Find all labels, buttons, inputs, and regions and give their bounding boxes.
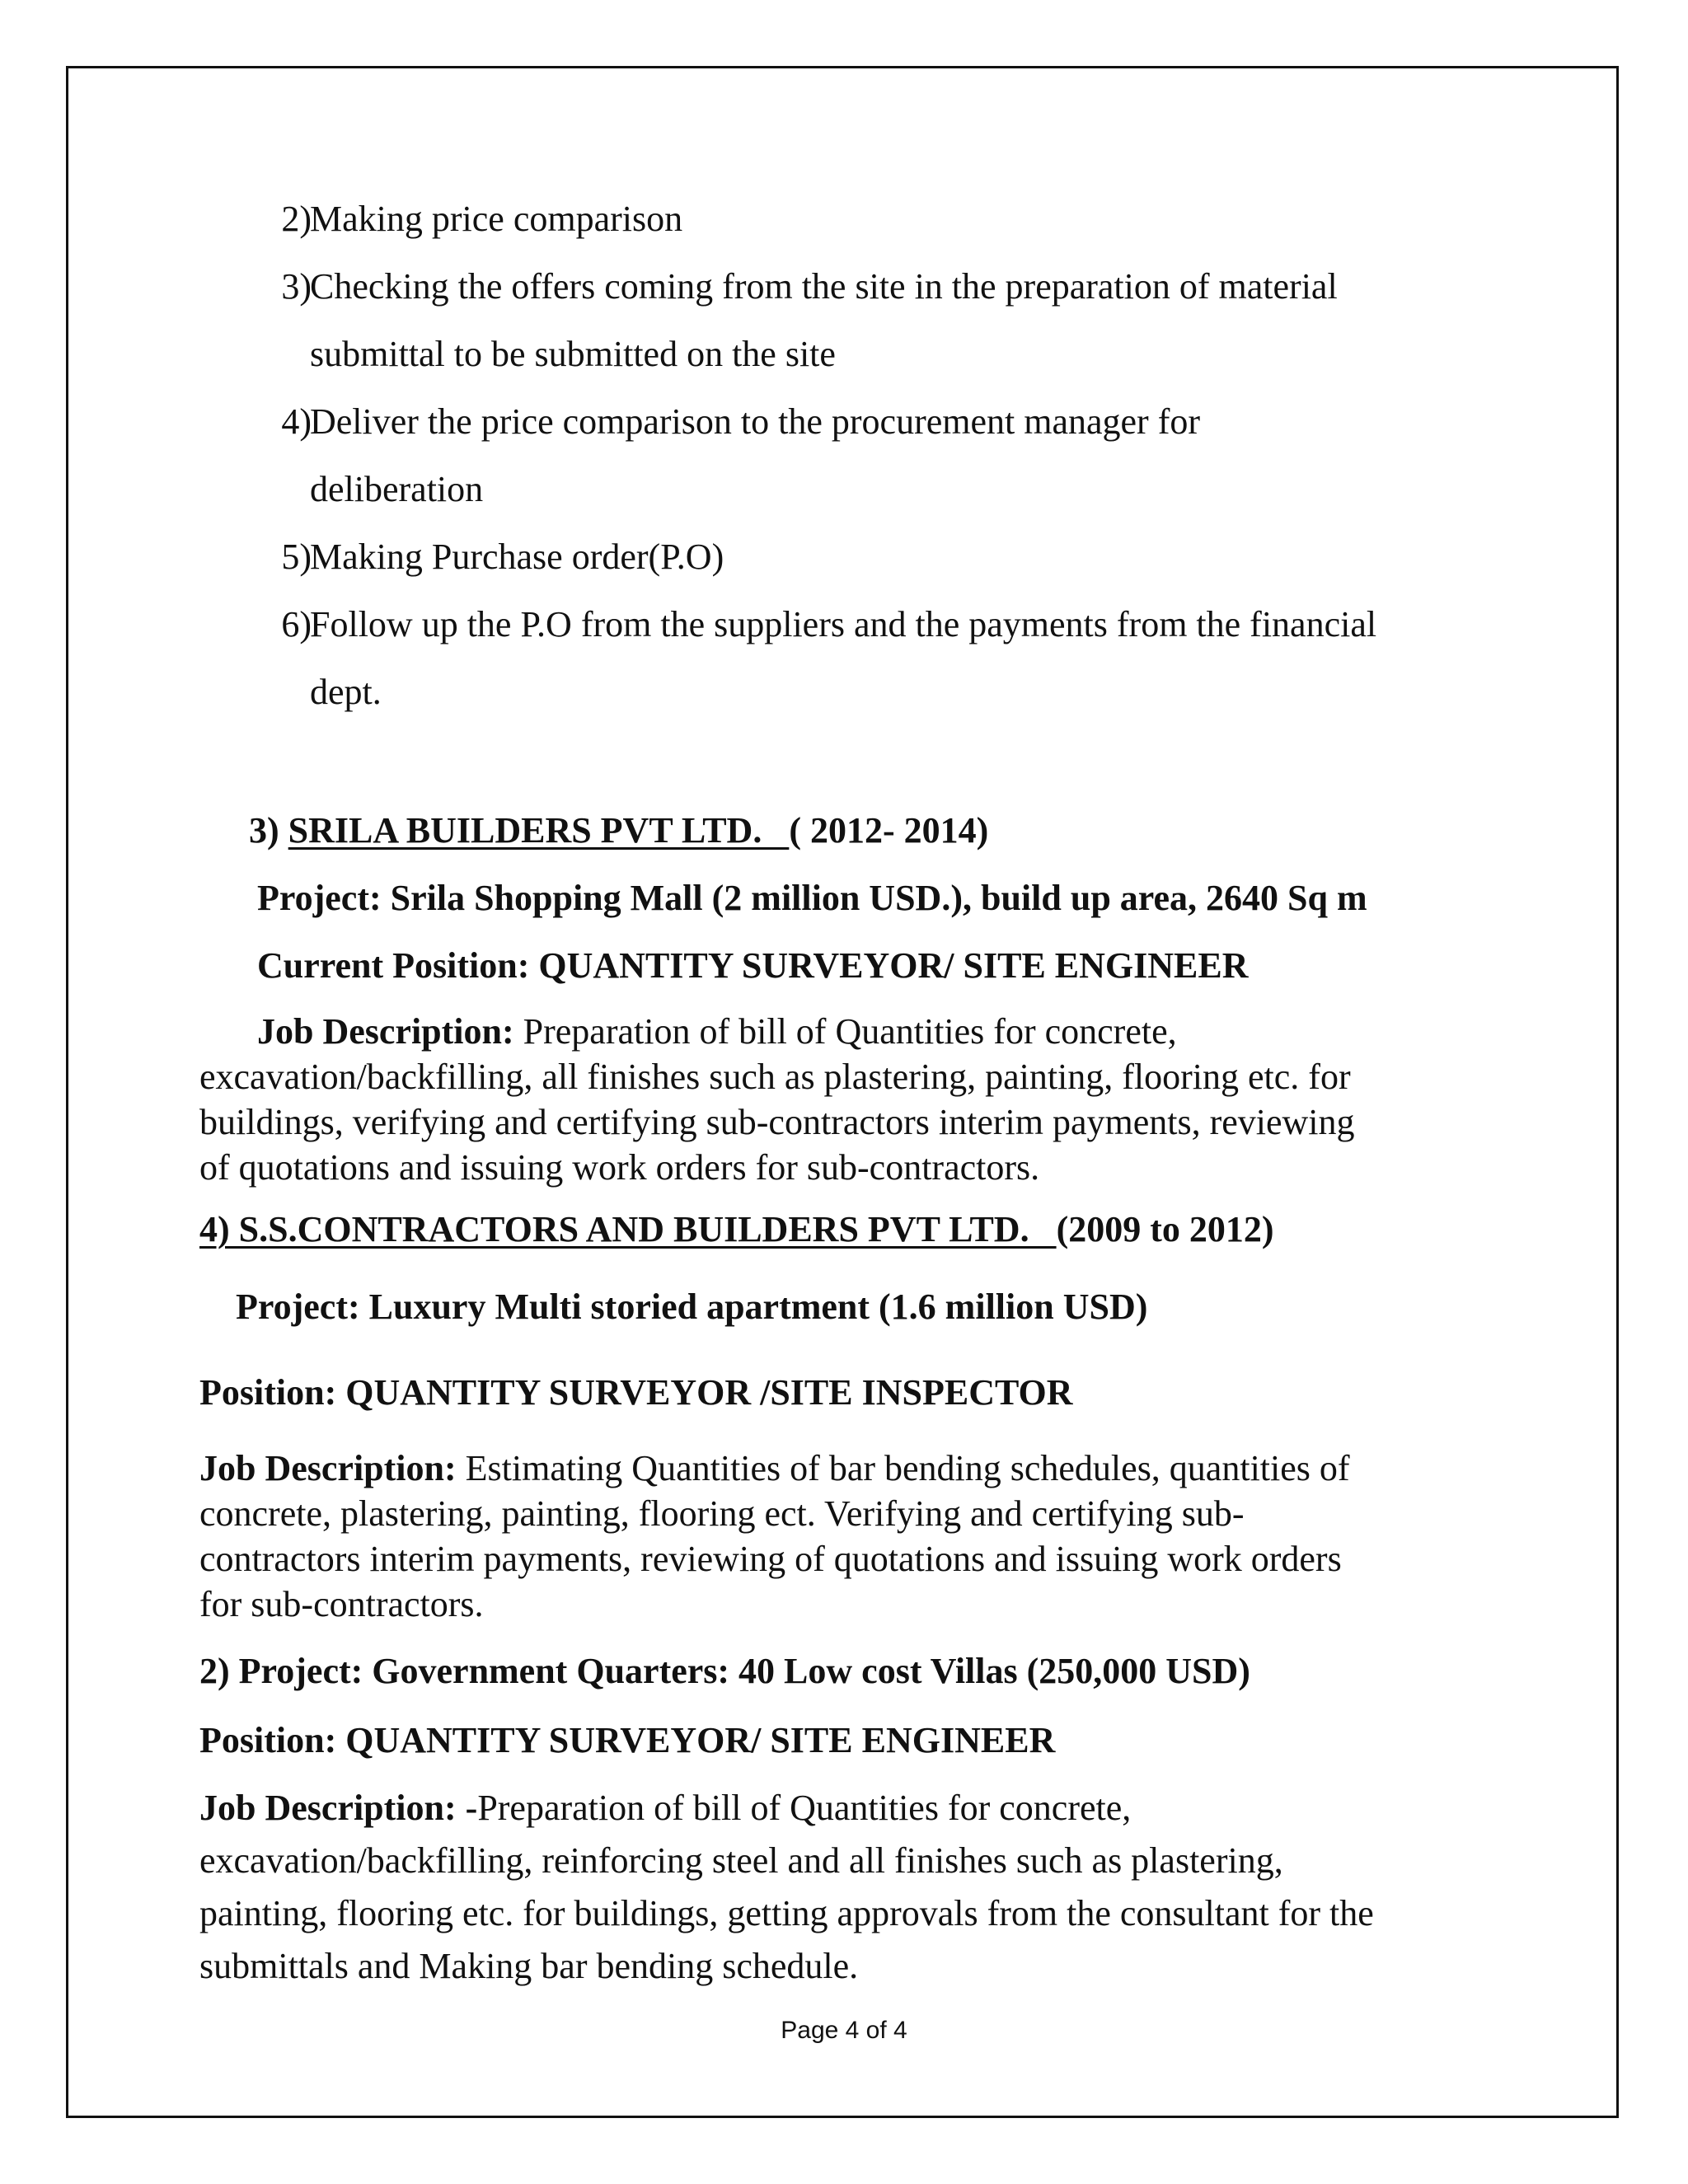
srila-job-text: excavation/backfilling, all finishes such as plastering, painting, flooring etc. for xyxy=(199,1057,1351,1097)
page-number: Page 4 of 4 xyxy=(781,2017,907,2044)
list-item-continuation: submittal to be submitted on the site xyxy=(310,334,836,374)
srila-job-text: buildings, verifying and certifying sub-contractors interim payments, reviewing xyxy=(199,1102,1355,1142)
ss-heading: 4) S.S.CONTRACTORS AND BUILDERS PVT LTD. (2009 to 2012) xyxy=(199,1209,1274,1249)
srila-project: Project: Srila Shopping Mall (2 million USD.), build up area, 2640 Sq m xyxy=(257,878,1367,918)
list-item-continuation: deliberation xyxy=(310,469,484,509)
srila-job-text: of quotations and issuing work orders for sub-contractors. xyxy=(199,1147,1040,1188)
ss-project-2: 2) Project: Government Quarters: 40 Low cost Villas (250,000 USD) xyxy=(199,1651,1250,1691)
srila-heading: 3) SRILA BUILDERS PVT LTD. ( 2012- 2014) xyxy=(249,810,989,851)
srila-job-description: Job Description: Preparation of bill of Quantities for concrete, xyxy=(257,1011,1177,1052)
list-item-continuation: dept. xyxy=(310,672,382,712)
ss-job-text: contractors interim payments, reviewing of quotations and issuing work orders xyxy=(199,1539,1342,1579)
ss-job2-text: painting, flooring etc. for buildings, getting approvals from the consultant for the xyxy=(199,1893,1374,1933)
ss-position: Position: QUANTITY SURVEYOR /SITE INSPECTOR xyxy=(199,1372,1073,1413)
ss-position-2: Position: QUANTITY SURVEYOR/ SITE ENGINEER xyxy=(199,1720,1056,1760)
ss-job2-text: excavation/backfilling, reinforcing steel and all finishes such as plastering, xyxy=(199,1840,1283,1881)
ss-job2-text: submittals and Making bar bending schedule. xyxy=(199,1946,859,1986)
ss-job-description: Job Description: Estimating Quantities of bar bending schedules, quantities of xyxy=(199,1448,1350,1488)
ss-job-description-2: Job Description: -Preparation of bill of Quantities for concrete, xyxy=(199,1788,1132,1828)
ss-project: Project: Luxury Multi storied apartment (1.6 million USD) xyxy=(236,1286,1148,1327)
ss-job-text: for sub-contractors. xyxy=(199,1584,484,1624)
ss-job-text: concrete, plastering, painting, flooring ect. Verifying and certifying sub- xyxy=(199,1493,1245,1534)
srila-position: Current Position: QUANTITY SURVEYOR/ SITE ENGINEER xyxy=(257,945,1249,986)
